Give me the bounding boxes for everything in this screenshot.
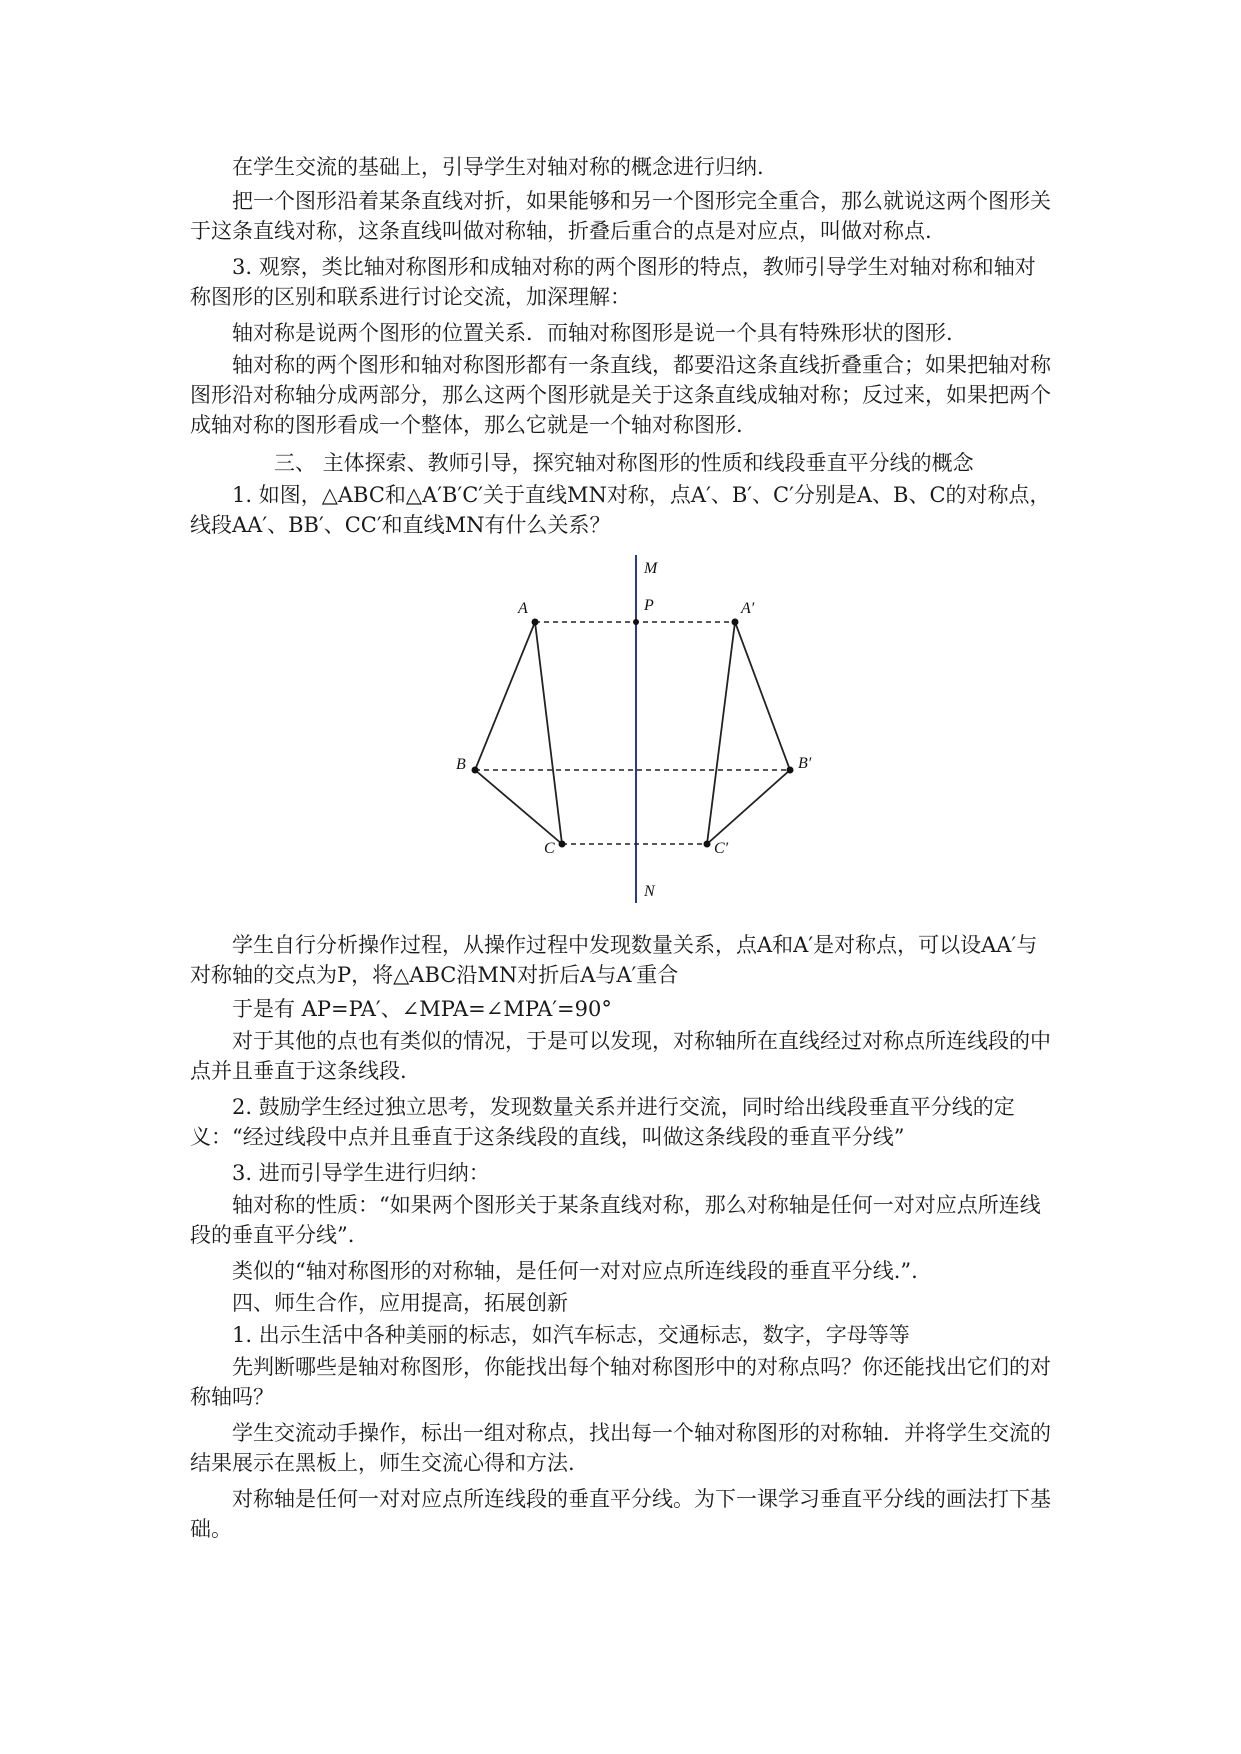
label-b: B xyxy=(456,756,466,773)
paragraph-4: 轴对称是说两个图形的位置关系．而轴对称图形是说一个具有特殊形状的图形. xyxy=(232,321,953,345)
point-c xyxy=(559,841,566,848)
paragraph-exchange: 学生交流动手操作，标出一组对称点，找出每一个轴对称图形的对称轴．并将学生交流的结果展示在黑板上，师生交流心得和方法. xyxy=(190,1421,1051,1475)
point-c1 xyxy=(704,841,711,848)
label-a1: A′ xyxy=(741,600,755,617)
paragraph-question-1: 1. 如图，△ABC和△A′B′C′关于直线MN对称，点A′、B′、C′分别是A、B、C的对称点，线段AA′、BB′、CC′和直线MN有什么关系？ xyxy=(190,483,1051,537)
paragraph-5: 轴对称的两个图形和轴对称图形都有一条直线，都要沿这条直线折叠重合；如果把轴对称图形沿对称轴分成两部分，那么这两个图形就是关于这条直线成轴对称；反过来，如果把两个成轴对称的图形看成一个整体，那么它就是一个轴对称图形. xyxy=(190,353,1051,437)
label-m: M xyxy=(644,560,658,577)
paragraph-analysis: 学生自行分析操作过程，从操作过程中发现数量关系，点A和A′是对称点，可以设AA′与对称轴的交点为P，将△ABC沿MN对折后A与A′重合 xyxy=(190,933,1038,987)
paragraph-property: 轴对称的性质：“如果两个图形关于某条直线对称，那么对称轴是任何一对对应点所连线段的垂直平分线”. xyxy=(190,1193,1041,1247)
triangle-abc xyxy=(475,622,562,844)
section-4-heading: 四、师生合作，应用提高，拓展创新 xyxy=(232,1291,568,1315)
paragraph-2: 把一个图形沿着某条直线对折，如果能够和另一个图形完全重合，那么就说这两个图形关于这条直线对称，这条直线叫做对称轴，折叠后重合的点是对应点，叫做对称点. xyxy=(190,189,1051,243)
paragraph-1: 在学生交流的基础上，引导学生对轴对称的概念进行归纳. xyxy=(232,155,764,179)
symmetry-figure xyxy=(420,555,860,915)
label-c1: C′ xyxy=(714,840,729,857)
label-b1: B′ xyxy=(798,755,812,772)
label-n: N xyxy=(644,883,655,900)
section-3-heading: 三、 主体探索、教师引导，探究轴对称图形的性质和线段垂直平分线的概念 xyxy=(274,451,974,475)
paragraph-similar: 类似的“轴对称图形的对称轴，是任何一对对应点所连线段的垂直平分线.”. xyxy=(232,1259,918,1283)
label-c: C xyxy=(544,840,555,857)
point-b1 xyxy=(787,767,794,774)
point-a1 xyxy=(732,619,739,626)
paragraph-induction: 3. 进而引导学生进行归纳： xyxy=(232,1161,490,1185)
paragraph-3: 3. 观察，类比轴对称图形和成轴对称的两个图形的特点，教师引导学生对轴对称和轴对称图形的区别和联系进行讨论交流，加深理解： xyxy=(190,255,1036,309)
point-a xyxy=(532,619,539,626)
point-p xyxy=(633,619,639,625)
paragraph-definition: 2. 鼓励学生经过独立思考，发现数量关系并进行交流，同时给出线段垂直平分线的定义：“经过线段中点并且垂直于这条线段的直线，叫做这条线段的垂直平分线” xyxy=(190,1095,1015,1149)
symmetry-diagram xyxy=(420,555,860,915)
paragraph-equation: 于是有 AP=PA′、∠MPA=∠MPA′=90° xyxy=(232,997,612,1021)
paragraph-discovery: 对于其他的点也有类似的情况，于是可以发现，对称轴所在直线经过对称点所连线段的中点并且垂直于这条线段. xyxy=(190,1029,1051,1083)
paragraph-judge: 先判断哪些是轴对称图形，你能找出每个轴对称图形中的对称点吗？你还能找出它们的对称轴吗？ xyxy=(190,1355,1051,1409)
paragraph-conclusion: 对称轴是任何一对对应点所连线段的垂直平分线。为下一课学习垂直平分线的画法打下基础。 xyxy=(190,1487,1051,1541)
point-b xyxy=(472,767,479,774)
paragraph-logos: 1. 出示生活中各种美丽的标志，如汽车标志，交通标志，数字，字母等等 xyxy=(232,1323,910,1347)
label-p: P xyxy=(644,597,654,614)
triangle-a1b1c1 xyxy=(707,622,790,844)
label-a: A xyxy=(518,600,528,617)
